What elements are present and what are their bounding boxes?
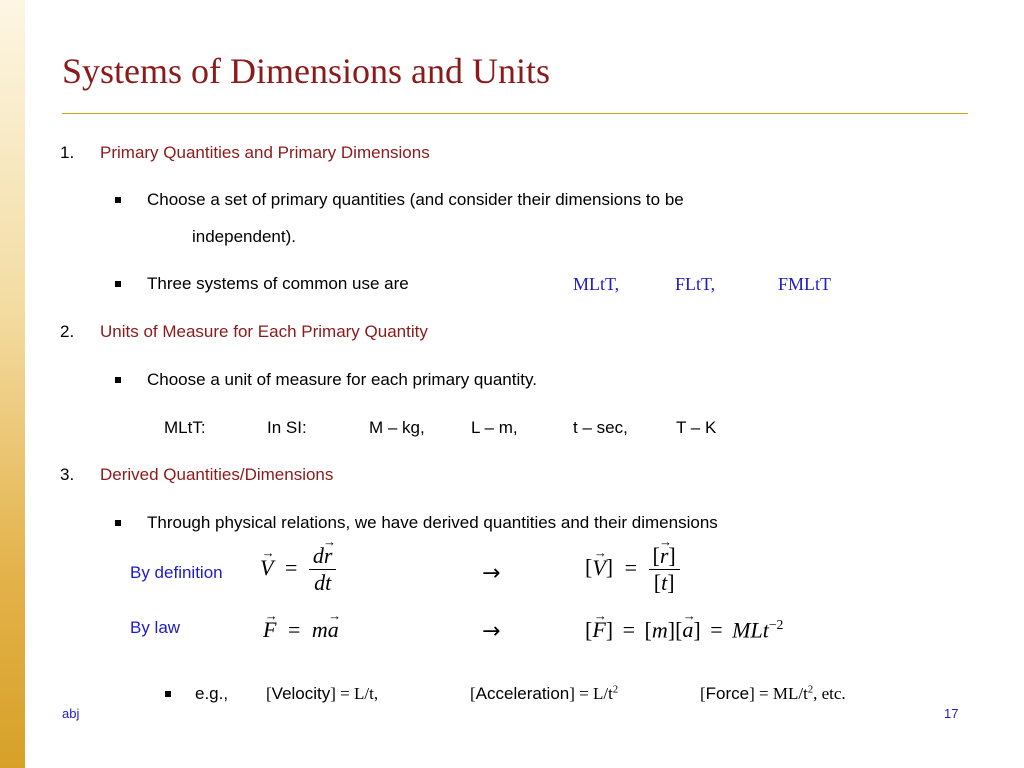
bullet-marker: [165, 691, 171, 697]
velocity-word: Velocity: [271, 684, 331, 703]
dr-dt-fraction: [309, 543, 337, 596]
by-law-label: By law: [130, 618, 181, 637]
left-bracket: [: [266, 684, 272, 703]
footer-author: abj: [62, 706, 80, 721]
implies-arrow: →: [482, 561, 501, 586]
si-length-unit: L – m,: [471, 418, 518, 437]
si-temperature-unit: T – K: [676, 418, 717, 437]
velocity-definition-equation: [260, 543, 336, 596]
section-1-number: 1.: [60, 143, 75, 162]
velocity-dimension: ] = L/t,: [330, 684, 379, 703]
force-word: Force: [705, 684, 750, 703]
r-symbol: → r: [660, 543, 669, 569]
s3-bullet-1: Through physical relations, we have derived quantities and their dimensions: [147, 513, 718, 532]
right-bracket: ]: [667, 617, 676, 643]
sidebar-gradient-bar: [0, 0, 25, 768]
section-3-heading: Derived Quantities/Dimensions: [100, 465, 334, 484]
equals-sign: =: [710, 617, 723, 643]
system-mltt: MLtT,: [573, 274, 620, 294]
implies-arrow: →: [482, 619, 501, 644]
s1-bullet-1-line-1: Choose a set of primary quantities (and consider their dimensions to be: [147, 190, 684, 209]
by-definition-label: By definition: [130, 563, 223, 582]
left-bracket: [: [470, 684, 476, 703]
mass-symbol: m: [651, 617, 668, 643]
left-bracket: [: [644, 617, 652, 643]
section-2-number: 2.: [60, 322, 75, 341]
exponent: 2: [807, 684, 814, 696]
page-number: 17: [944, 706, 959, 721]
force-symbol: → F: [263, 617, 276, 643]
acceleration-dimension: ] = L/t: [569, 684, 613, 703]
force-dimension-equation: [585, 617, 783, 643]
s1-bullet-2: Three systems of common use are: [147, 274, 409, 293]
acceleration-dimension-example: [470, 684, 618, 704]
acceleration-word: Acceleration: [475, 684, 570, 703]
si-mass-unit: M – kg,: [369, 418, 425, 437]
bullet-marker: [115, 377, 121, 383]
right-bracket: ]: [605, 554, 614, 580]
si-time-unit: t – sec,: [573, 418, 628, 437]
right-bracket: ]: [605, 617, 614, 643]
force-dimension: ] = ML/t: [749, 684, 808, 703]
equals-sign: =: [622, 617, 636, 643]
right-bracket: ]: [668, 543, 676, 568]
equals-sign: =: [624, 554, 638, 580]
si-label: In SI:: [267, 418, 307, 437]
left-bracket: [: [675, 617, 683, 643]
numerator-r: → r: [324, 543, 333, 569]
exponent: −2: [768, 617, 784, 632]
velocity-dimension-equation: [585, 543, 680, 596]
denominator-dt: dt: [309, 569, 337, 596]
exponent: 2: [612, 684, 619, 696]
s1-bullet-1-line-2: independent).: [192, 227, 296, 246]
section-1-heading: Primary Quantities and Primary Dimensions: [100, 143, 430, 162]
eg-label: e.g.,: [195, 684, 229, 703]
t-symbol: t: [661, 570, 668, 595]
left-bracket: [: [653, 570, 662, 595]
slide-title: Systems of Dimensions and Units: [62, 51, 551, 91]
newton-law-equation: [263, 617, 339, 643]
r-t-fraction: [649, 543, 680, 596]
system-fmltt: FMLtT: [778, 274, 832, 294]
numerator-d: d: [312, 543, 324, 568]
etc-text: , etc.: [813, 684, 846, 703]
equals-sign: =: [284, 554, 298, 580]
title-divider: [62, 113, 968, 114]
left-bracket: [: [652, 543, 660, 568]
velocity-symbol: → V: [592, 555, 605, 581]
force-dimension-example: [700, 684, 846, 704]
mass-symbol: m: [311, 617, 328, 642]
bullet-marker: [115, 281, 121, 287]
left-bracket: [: [700, 684, 706, 703]
velocity-dimension-example: [266, 684, 378, 704]
right-bracket: ]: [667, 570, 675, 595]
section-3-number: 3.: [60, 465, 75, 484]
section-2-heading: Units of Measure for Each Primary Quantity: [100, 322, 428, 341]
equals-sign: =: [287, 617, 301, 642]
left-bracket: [: [585, 554, 593, 580]
acceleration-symbol: → a: [682, 617, 693, 643]
right-bracket: ]: [693, 617, 701, 643]
force-symbol: → F: [592, 617, 605, 643]
s2-bullet-1: Choose a unit of measure for each primary quantity.: [147, 370, 537, 389]
si-system-label: MLtT:: [164, 418, 206, 437]
mlt-symbol: MLt: [732, 617, 769, 643]
bullet-marker: [115, 520, 121, 526]
left-bracket: [: [585, 617, 593, 643]
velocity-symbol: → V: [260, 555, 273, 581]
system-fltt: FLtT,: [675, 274, 716, 294]
acceleration-symbol: → a: [328, 617, 339, 643]
bullet-marker: [115, 197, 121, 203]
